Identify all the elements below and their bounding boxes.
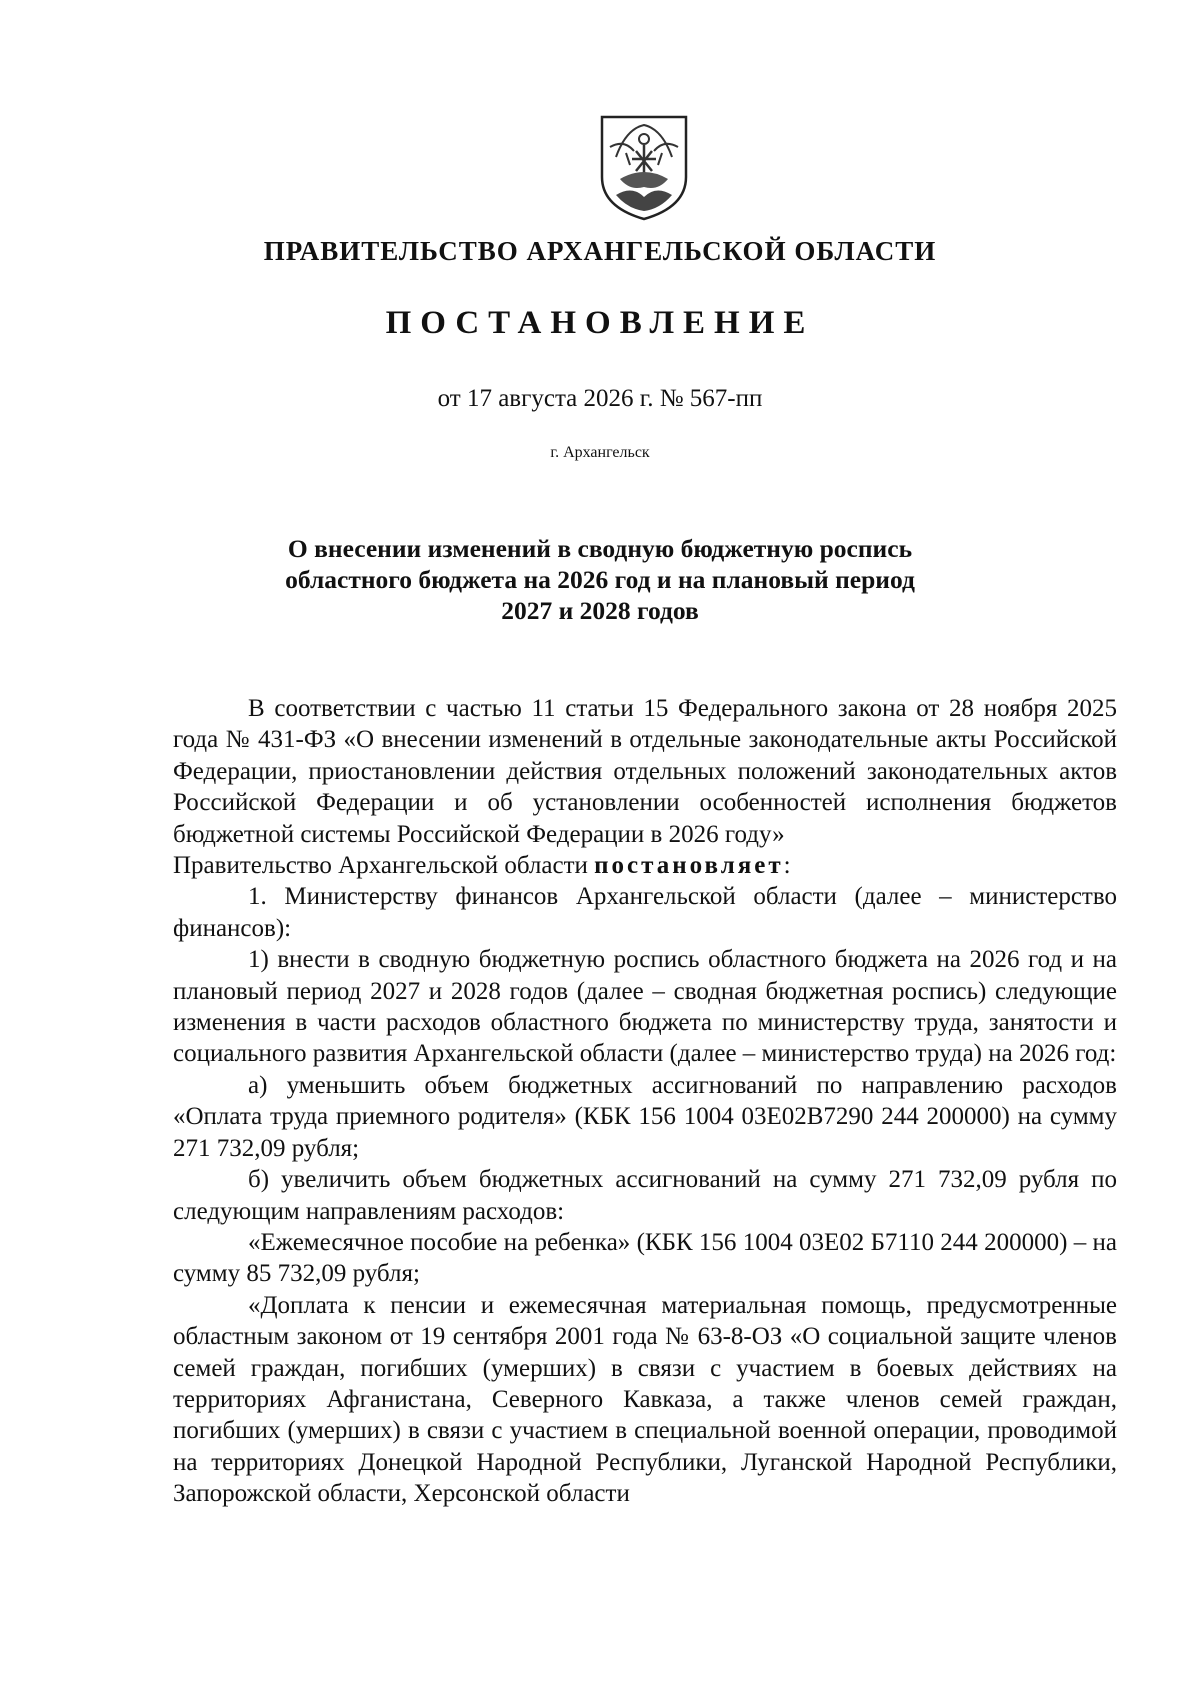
paragraph-item-1-1: 1) внести в сводную бюджетную роспись областного бюджета на 2026 год и на плановый период 2027 и 2028 годов (далее – сводная бюджетная роспись) следующие изменения в части расходов областного бюджета по министерству труда, занятости и социального развития Архангельской области (далее – министерство труда) на 2026 год: <box>173 946 1117 1068</box>
title-line: О внесении изменений в сводную бюджетную роспись <box>287 534 913 563</box>
paragraph-item-a: а) уменьшить объем бюджетных ассигнований по направлению расходов «Оплата труда приемного родителя» (КБК 156 1004 03Е02В7290 244 200000) на сумму 271 732,09 рубля; <box>173 1071 1117 1162</box>
document-city: г. Архангельск <box>550 444 650 461</box>
resolution-line <box>173 850 1117 881</box>
title-line: 2027 и 2028 годов <box>501 596 699 625</box>
document-type: ПОСТАНОВЛЕНИЕ <box>385 305 815 341</box>
paragraph-item-b-2: «Доплата к пенсии и ежемесячная материальная помощь, предусмотренные областным законом от 19 сентября 2001 года № 63-8-ОЗ «О социальной защите членов семей граждан, погибших (умерших) в связи с участием в боевых действиях на территориях Афганистана, Северного Кавказа, а также членов семей граждан, погибших (умерших) в связи с участием в специальной военной операции, проводимой на территориях Донецкой Народной Республики, Луганской Народной Республики, Запорожской области, Херсонской области <box>173 1291 1117 1508</box>
coat-of-arms-emblem <box>596 113 692 221</box>
document-body <box>173 693 1117 1510</box>
document-title <box>200 533 1000 626</box>
paragraph-item-1: 1. Министерству финансов Архангельской области (далее – министерство финансов): <box>173 883 1117 942</box>
resolution-suffix: : <box>783 852 791 880</box>
resolution-prefix: Правительство Архангельской области <box>173 852 595 880</box>
preamble-paragraph: В соответствии с частью 11 статьи 15 Федерального закона от 28 ноября 2025 года № 431-ФЗ «О внесении изменений в отдельные законодательные акты Российской Федерации, приостановлении действия отдельных положений законодательных актов Российской Федерации и об установлении особенностей исполнения бюджетов бюджетной системы Российской Федерации в 2026 году» <box>173 695 1117 848</box>
paragraph-item-b-1: «Ежемесячное пособие на ребенка» (КБК 156 1004 03Е02 Б7110 244 200000) – на сумму 85 732,09 рубля; <box>173 1228 1117 1288</box>
document-date-number: от 17 августа 2026 г. № 567-пп <box>437 385 763 412</box>
title-line: областного бюджета на 2026 год и на плановый период <box>285 565 915 594</box>
organization-name: ПРАВИТЕЛЬСТВО АРХАНГЕЛЬСКОЙ ОБЛАСТИ <box>263 236 937 266</box>
paragraph-item-b: б) увеличить объем бюджетных ассигнований на сумму 271 732,09 рубля по следующим направлениям расходов: <box>173 1166 1117 1225</box>
resolution-keyword: постановляет <box>594 852 784 880</box>
